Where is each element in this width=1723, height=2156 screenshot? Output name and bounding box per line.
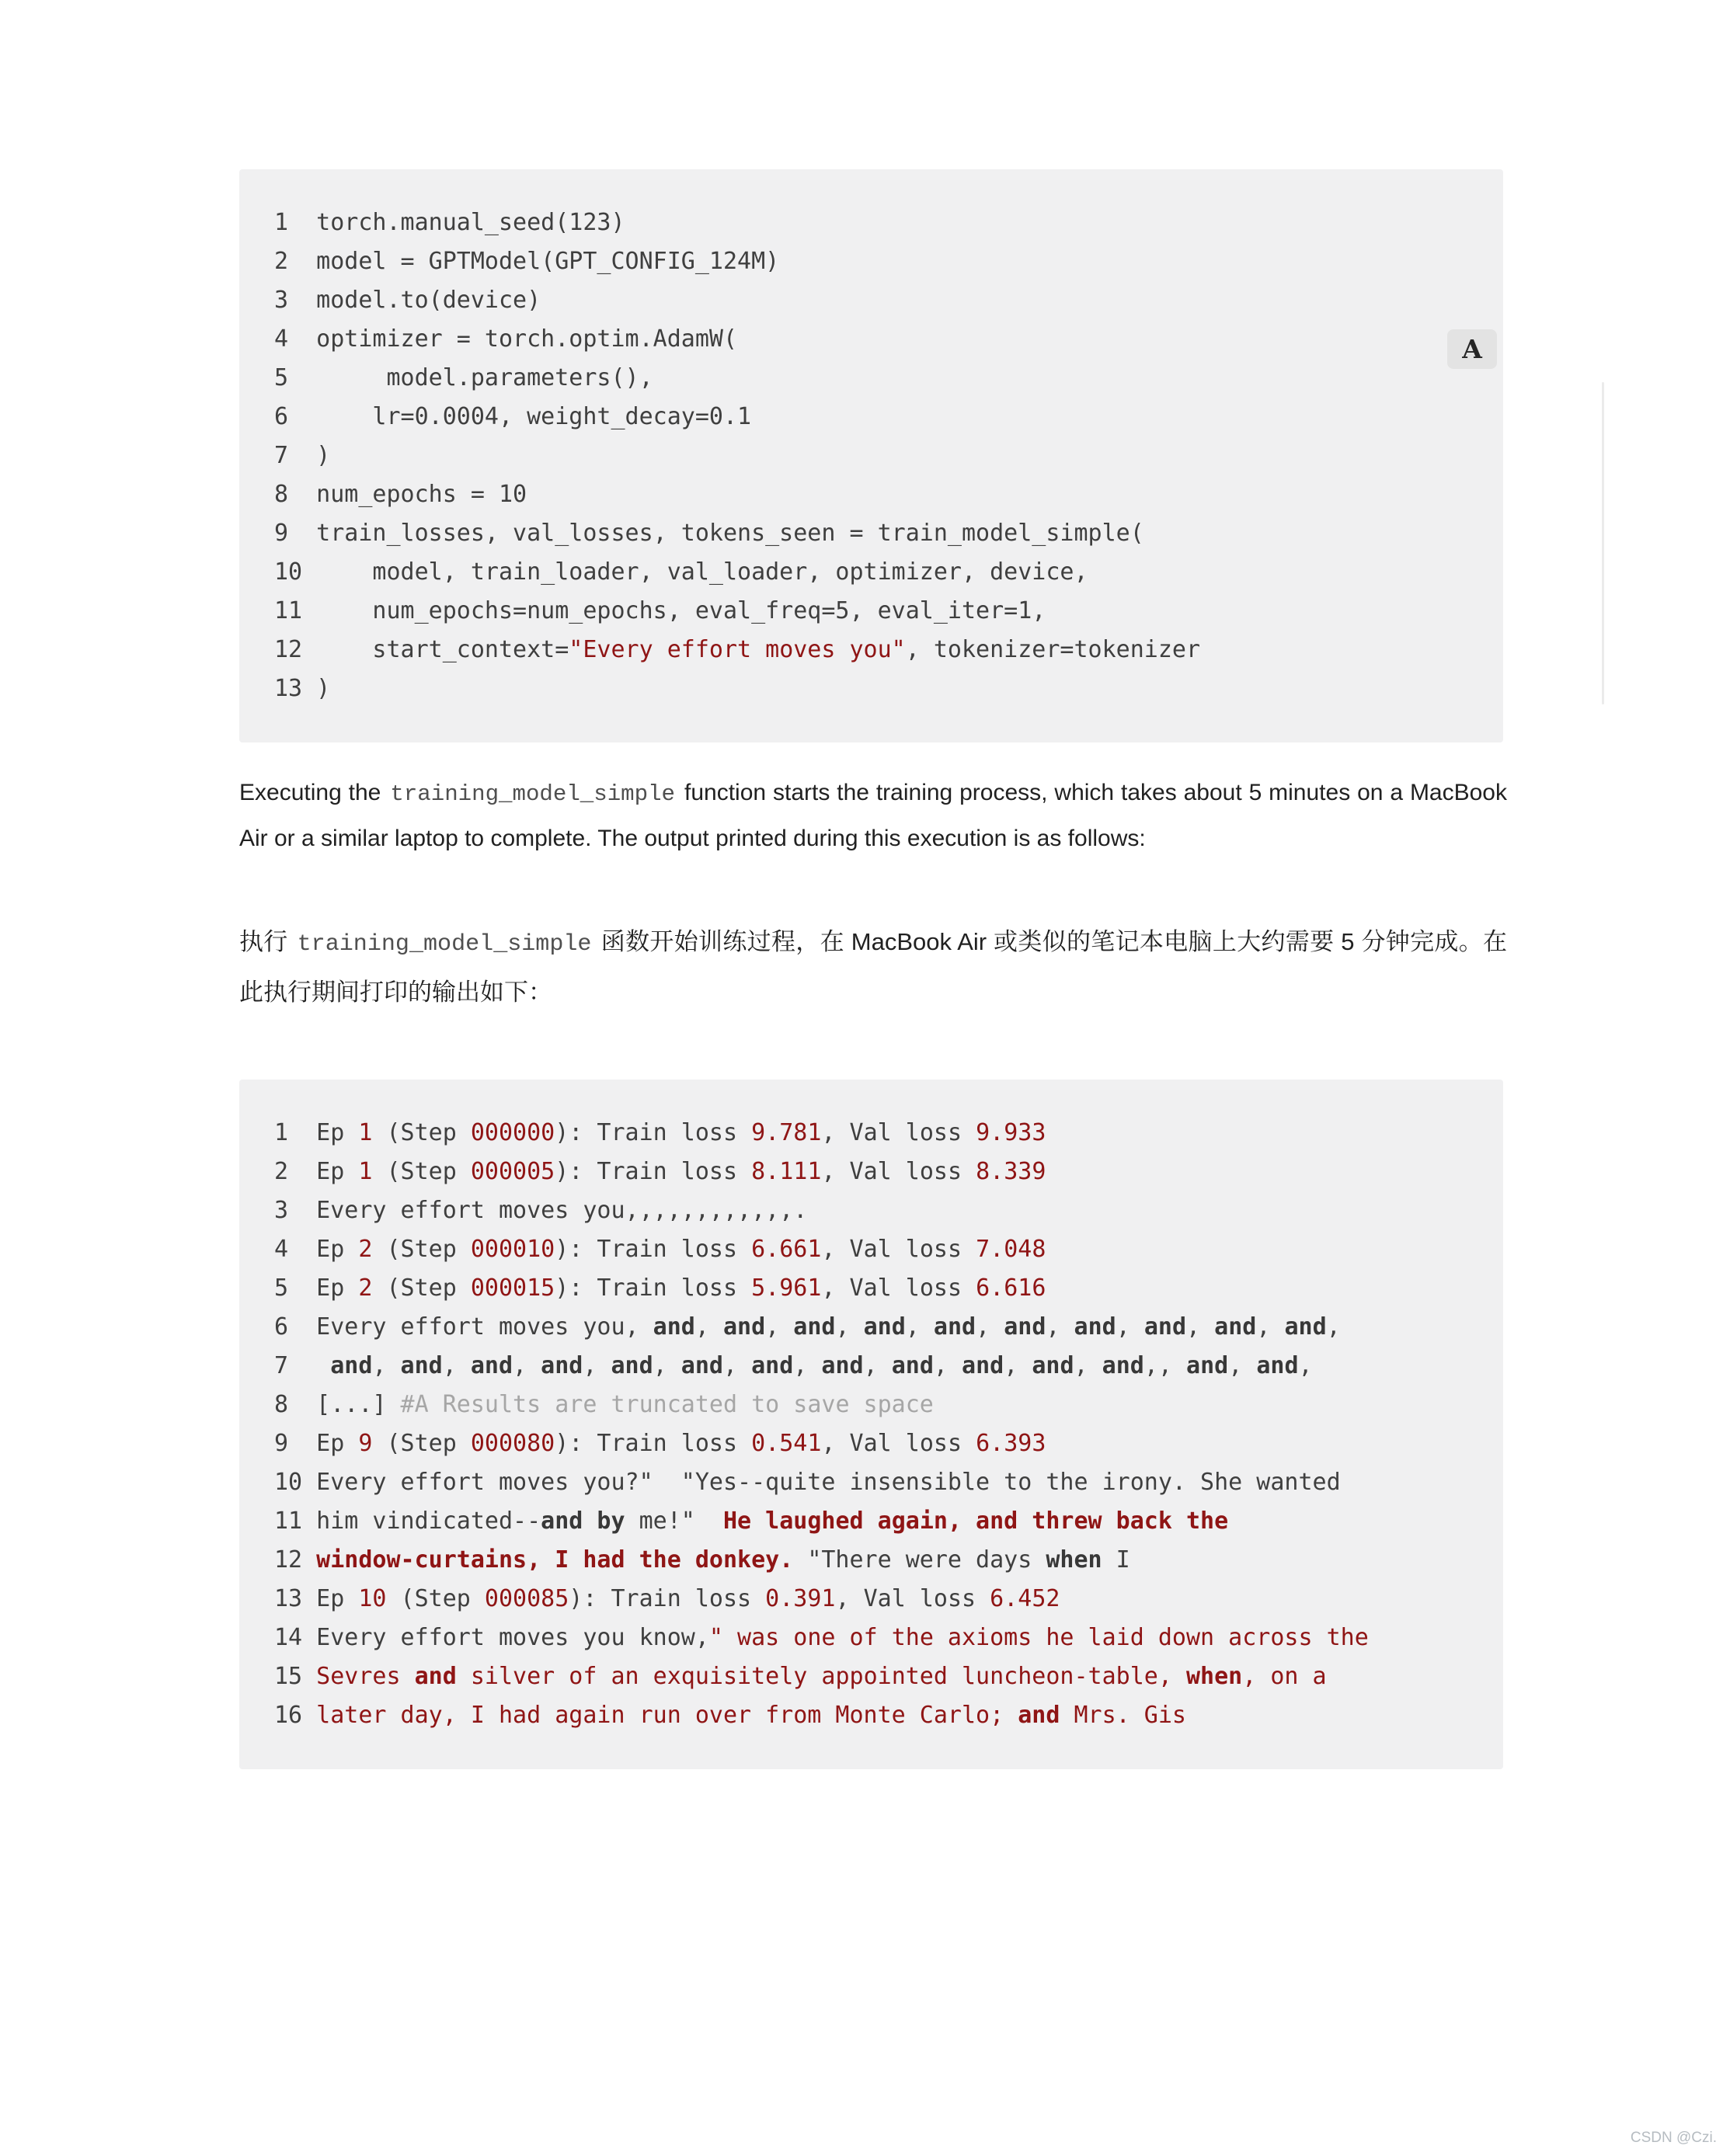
- line-number: 2: [274, 248, 289, 275]
- code-segment: and: [722, 1313, 766, 1341]
- chinese-paragraph: [239, 918, 1507, 1017]
- code-line: [274, 1269, 1468, 1308]
- code-text: [316, 242, 779, 281]
- code-segment: and: [1143, 1313, 1187, 1341]
- code-text: [316, 592, 1046, 631]
- code-text: [316, 1657, 1326, 1696]
- code-segment: and: [1074, 1313, 1116, 1341]
- code-line: [274, 242, 1468, 281]
- line-number: 1: [274, 209, 289, 236]
- code-segment: ,: [765, 1313, 794, 1341]
- code-line: [274, 1191, 1468, 1230]
- code-segment: ): Train loss: [569, 1585, 766, 1612]
- code-segment: ): [316, 675, 331, 702]
- code-segment: ,: [1116, 1313, 1144, 1341]
- code-segment: Ep: [316, 1158, 359, 1185]
- code-segment: 8.339: [976, 1158, 1046, 1185]
- code-text: [316, 1191, 807, 1230]
- code-segment: ,: [1326, 1313, 1341, 1341]
- code-segment: and: [1032, 1352, 1074, 1379]
- code-line: [274, 1657, 1468, 1696]
- code-segment: model.parameters(),: [316, 364, 653, 391]
- code-segment: ,: [1256, 1313, 1285, 1341]
- code-segment: train_losses, val_losses, tokens_seen = train_model_simple(: [316, 520, 1144, 547]
- code-segment: 0.541: [751, 1430, 822, 1457]
- code-line: [274, 553, 1468, 592]
- code-segment: (Step: [372, 1158, 471, 1185]
- code-text: [316, 281, 541, 320]
- code-segment: and: [680, 1352, 723, 1379]
- code-line: [274, 1580, 1468, 1619]
- line-number: 16: [274, 1702, 303, 1729]
- code-segment: and: [863, 1313, 906, 1341]
- code-segment: ,,: [1143, 1352, 1187, 1379]
- line-number: 10: [274, 558, 303, 586]
- code-segment: 0.391: [765, 1585, 836, 1612]
- code-segment: and: [751, 1352, 794, 1379]
- line-number: 4: [274, 325, 289, 353]
- code-line: [274, 281, 1468, 320]
- code-segment: optimizer = torch.optim.AdamW(: [316, 325, 738, 353]
- code-segment: , on a: [1242, 1663, 1327, 1690]
- code-segment: 6.661: [751, 1236, 822, 1263]
- line-number: 5: [274, 1274, 289, 1302]
- code-text: [316, 1696, 1186, 1735]
- code-line: [274, 320, 1468, 359]
- code-segment: ,: [722, 1352, 752, 1379]
- code-segment: silver of an exquisitely appointed luncheon-table,: [456, 1663, 1186, 1690]
- code-text: [316, 1269, 1046, 1308]
- code-segment: and: [891, 1352, 934, 1379]
- code-text: [316, 631, 1200, 669]
- line-number: 7: [274, 442, 289, 469]
- code-segment: Ep: [316, 1430, 359, 1457]
- code-segment: ): Train loss: [555, 1158, 752, 1185]
- csdn-watermark: CSDN @Czi.: [1630, 2130, 1717, 2146]
- code-segment: , Val loss: [821, 1274, 976, 1302]
- paragraph-text: Executing the: [239, 780, 381, 805]
- code-line: [274, 514, 1468, 553]
- code-segment: #A Results are truncated to save space: [400, 1391, 934, 1418]
- code-segment: and: [1186, 1352, 1229, 1379]
- code-segment: ): Train loss: [555, 1430, 752, 1457]
- code-segment: 8.111: [751, 1158, 822, 1185]
- code-segment: model, train_loader, val_loader, optimizer, device,: [316, 558, 1088, 586]
- code-segment: and: [653, 1313, 695, 1341]
- code-segment: and: [821, 1352, 864, 1379]
- line-number: 12: [274, 636, 303, 663]
- code-text: [316, 669, 330, 708]
- code-segment: ,: [694, 1313, 723, 1341]
- code-segment: [...]: [316, 1391, 401, 1418]
- code-segment: ,: [1186, 1313, 1215, 1341]
- code-text: [316, 1153, 1046, 1191]
- code-segment: ,: [442, 1352, 471, 1379]
- code-segment: " was one of the axioms he laid down across the: [708, 1624, 1369, 1651]
- code-text: [316, 203, 625, 242]
- code-segment: He laughed again, and threw back the: [722, 1507, 1229, 1535]
- code-segment: Ep: [316, 1585, 359, 1612]
- code-segment: [316, 1352, 330, 1379]
- code-text: [316, 1114, 1046, 1153]
- line-number: 4: [274, 1236, 289, 1263]
- code-segment: "There were days: [807, 1546, 1046, 1574]
- code-segment: and: [470, 1352, 513, 1379]
- code-text: [316, 1463, 1341, 1502]
- code-segment: ,: [583, 1352, 611, 1379]
- code-segment: ,: [976, 1313, 1004, 1341]
- code-segment: and: [793, 1313, 836, 1341]
- line-number: 5: [274, 364, 289, 391]
- code-segment: (Step: [386, 1585, 485, 1612]
- code-segment: when: [1046, 1546, 1102, 1574]
- code-segment: 9: [358, 1430, 373, 1457]
- code-line: [274, 1619, 1468, 1657]
- paragraph-text: function starts the training process, which takes about 5 minutes on a MacBook Air or a similar laptop to complete. The output printed during this execution is as follows:: [239, 780, 1507, 851]
- code-segment: (Step: [372, 1430, 471, 1457]
- code-segment: ): [316, 442, 331, 469]
- line-number: 11: [274, 597, 303, 624]
- line-number: 2: [274, 1158, 289, 1185]
- line-number: 13: [274, 1585, 303, 1612]
- code-line: [274, 1696, 1468, 1735]
- code-segment: and: [611, 1352, 653, 1379]
- code-text: [316, 436, 330, 475]
- code-text: [316, 514, 1144, 553]
- code-segment: (Step: [372, 1274, 471, 1302]
- code-segment: ,: [1004, 1352, 1032, 1379]
- code-text: [316, 1386, 934, 1424]
- code-segment: , Val loss: [821, 1236, 976, 1263]
- code-line: [274, 359, 1468, 398]
- code-text: [316, 359, 653, 398]
- code-segment: later day, I had again run over from Monte Carlo;: [316, 1702, 1018, 1729]
- code-text: [316, 1424, 1046, 1463]
- code-segment: and: [962, 1352, 1004, 1379]
- code-line: [274, 1541, 1468, 1580]
- code-segment: 2: [358, 1236, 373, 1263]
- code-segment: Sevres: [316, 1663, 415, 1690]
- code-segment: window-curtains, I had the donkey.: [316, 1546, 808, 1574]
- code-segment: model = GPTModel(GPT_CONFIG_124M): [316, 248, 780, 275]
- code-segment: (Step: [372, 1236, 471, 1263]
- line-number: 7: [274, 1352, 289, 1379]
- code-line: [274, 1153, 1468, 1191]
- code-segment: 9.781: [751, 1119, 822, 1146]
- line-number: 9: [274, 520, 289, 547]
- line-number: 13: [274, 675, 303, 702]
- line-number: 10: [274, 1469, 303, 1496]
- code-segment: 000010: [470, 1236, 555, 1263]
- code-segment: ,: [653, 1352, 681, 1379]
- code-segment: ,: [835, 1313, 864, 1341]
- code-segment: ): Train loss: [555, 1236, 752, 1263]
- line-number: 8: [274, 481, 289, 508]
- code-line: [274, 1463, 1468, 1502]
- code-line: [274, 1114, 1468, 1153]
- scrollbar-thumb[interactable]: [1602, 382, 1604, 704]
- code-segment: ,: [1074, 1352, 1102, 1379]
- code-line: [274, 669, 1468, 708]
- code-text: [316, 1347, 1312, 1386]
- line-number: 8: [274, 1391, 289, 1418]
- code-segment: ,: [793, 1352, 822, 1379]
- code-segment: (Step: [372, 1119, 471, 1146]
- code-segment: ,: [933, 1352, 962, 1379]
- code-segment: and: [1102, 1352, 1144, 1379]
- code-segment: ,: [513, 1352, 541, 1379]
- code-segment: num_epochs=num_epochs, eval_freq=5, eval_iter=1,: [316, 597, 1046, 624]
- code-annotation-label: A: [1462, 334, 1482, 364]
- code-segment: 000080: [470, 1430, 555, 1457]
- code-line: [274, 1308, 1468, 1347]
- line-number: 14: [274, 1624, 303, 1651]
- code-text: [316, 553, 1088, 592]
- line-number: 12: [274, 1546, 303, 1574]
- line-number: 6: [274, 403, 289, 430]
- code-segment: model.to(device): [316, 287, 541, 314]
- code-segment: num_epochs = 10: [316, 481, 527, 508]
- code-segment: and: [541, 1352, 583, 1379]
- code-segment: and by: [541, 1507, 625, 1535]
- code-segment: Ep: [316, 1119, 359, 1146]
- code-line: [274, 1230, 1468, 1269]
- code-segment: Every effort moves you,: [316, 1313, 653, 1341]
- code-segment: me!": [625, 1507, 723, 1535]
- code-segment: Every effort moves you?" "Yes--quite insensible to the irony. She wanted: [316, 1469, 1341, 1496]
- code-segment: 2: [358, 1274, 373, 1302]
- code-segment: start_context=: [316, 636, 569, 663]
- code-segment: , Val loss: [821, 1119, 976, 1146]
- code-line: [274, 592, 1468, 631]
- line-number: 6: [274, 1313, 289, 1341]
- code-text: [316, 1308, 1341, 1347]
- training-output-code-block: [239, 1080, 1503, 1769]
- code-text: [316, 398, 751, 436]
- code-segment: 000085: [484, 1585, 569, 1612]
- code-line: [274, 1424, 1468, 1463]
- code-segment: , Val loss: [821, 1158, 976, 1185]
- code-segment: 6.452: [990, 1585, 1060, 1612]
- code-segment: Every effort moves you know,: [316, 1624, 709, 1651]
- code-text: [316, 320, 737, 359]
- code-segment: ,: [1046, 1313, 1074, 1341]
- code-segment: 7.048: [976, 1236, 1046, 1263]
- code-text: [316, 1502, 1228, 1541]
- code-segment: 10: [358, 1585, 387, 1612]
- code-segment: ): Train loss: [555, 1119, 752, 1146]
- code-segment: 5.961: [751, 1274, 822, 1302]
- code-segment: , Val loss: [821, 1430, 976, 1457]
- code-text: [316, 1580, 1060, 1619]
- code-text: [316, 1230, 1046, 1269]
- code-segment: and: [1004, 1313, 1046, 1341]
- code-segment: 1: [358, 1119, 373, 1146]
- code-line: [274, 203, 1468, 242]
- inline-code: training_model_simple: [390, 781, 676, 807]
- code-segment: and: [1214, 1313, 1257, 1341]
- code-text: [316, 1619, 1369, 1657]
- line-number: 15: [274, 1663, 303, 1690]
- code-segment: and: [414, 1663, 457, 1690]
- code-segment: and: [933, 1313, 976, 1341]
- code-annotation-badge: [1447, 329, 1497, 369]
- line-number: 1: [274, 1119, 289, 1146]
- code-line: [274, 398, 1468, 436]
- code-segment: 6.616: [976, 1274, 1046, 1302]
- code-segment: Every effort moves you,,,,,,,,,,,,.: [316, 1197, 808, 1224]
- code-segment: lr=0.0004, weight_decay=0.1: [316, 403, 752, 430]
- line-number: 3: [274, 287, 289, 314]
- line-number: 9: [274, 1430, 289, 1457]
- code-line: [274, 631, 1468, 669]
- code-segment: and: [1284, 1313, 1327, 1341]
- code-segment: ,: [1228, 1352, 1257, 1379]
- paragraph-text: 函数开始训练过程，在 MacBook Air 或类似的笔记本电脑上大约需要 5 分钟完成。在此执行期间打印的输出如下：: [239, 928, 1508, 1006]
- code-segment: "Every effort moves you": [569, 636, 906, 663]
- code-segment: him vindicated--: [316, 1507, 541, 1535]
- line-number: 3: [274, 1197, 289, 1224]
- code-segment: ): Train loss: [555, 1274, 752, 1302]
- code-segment: ,: [1298, 1352, 1313, 1379]
- english-paragraph: [239, 770, 1507, 861]
- code-segment: 000005: [470, 1158, 555, 1185]
- code-segment: Ep: [316, 1236, 359, 1263]
- line-number: 11: [274, 1507, 303, 1535]
- code-segment: 9.933: [976, 1119, 1046, 1146]
- code-segment: 1: [358, 1158, 373, 1185]
- code-text: [316, 475, 527, 514]
- code-segment: and: [1256, 1352, 1299, 1379]
- code-segment: 000015: [470, 1274, 555, 1302]
- code-line: [274, 1347, 1468, 1386]
- code-segment: 6.393: [976, 1430, 1046, 1457]
- code-segment: , tokenizer=tokenizer: [905, 636, 1201, 663]
- code-text: [316, 1541, 1130, 1580]
- code-segment: Ep: [316, 1274, 359, 1302]
- code-segment: ,: [372, 1352, 401, 1379]
- code-segment: , Val loss: [835, 1585, 990, 1612]
- code-segment: and: [330, 1352, 373, 1379]
- inline-code: training_model_simple: [297, 931, 592, 958]
- code-segment: and: [400, 1352, 443, 1379]
- code-segment: 000000: [470, 1119, 555, 1146]
- code-segment: and: [1018, 1702, 1060, 1729]
- code-line: [274, 1502, 1468, 1541]
- paragraph-text: 执行: [239, 928, 288, 955]
- code-segment: torch.manual_seed(123): [316, 209, 625, 236]
- code-line: [274, 475, 1468, 514]
- code-segment: ,: [905, 1313, 934, 1341]
- code-segment: I: [1102, 1546, 1130, 1574]
- code-segment: Mrs. Gis: [1060, 1702, 1186, 1729]
- code-line: [274, 1386, 1468, 1424]
- python-training-code-block: [239, 169, 1503, 742]
- code-line: [274, 436, 1468, 475]
- code-segment: ,: [863, 1352, 892, 1379]
- code-segment: when: [1185, 1663, 1243, 1690]
